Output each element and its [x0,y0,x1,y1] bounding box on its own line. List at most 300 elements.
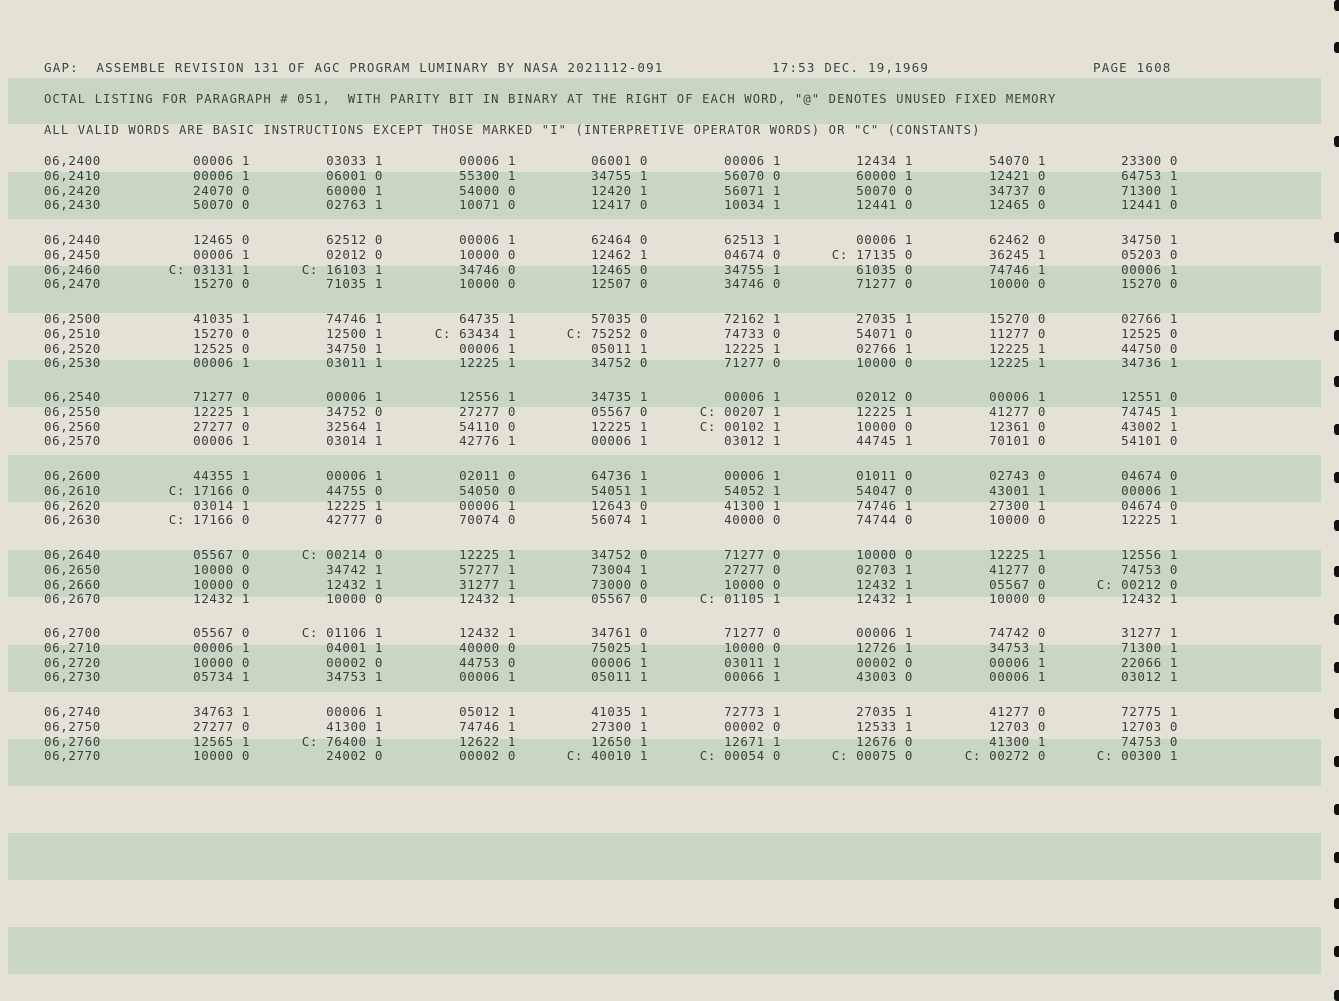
octal-word-cell: 12465 0 [591,261,648,277]
octal-word-cell: 12432 1 [856,576,913,592]
octal-word-cell: 44745 1 [856,433,913,449]
octal-word-cell: 27300 1 [989,497,1046,513]
octal-word-cell: 05203 0 [1121,246,1178,262]
octal-word-cell: 10000 0 [193,576,250,592]
address-cell: 06,2420 [44,182,101,198]
sprocket-hole [1334,330,1339,341]
listing-row [0,670,1339,685]
octal-word-cell: 24070 0 [193,182,250,198]
octal-word-cell: 54050 0 [459,482,516,498]
octal-word-cell: 00006 1 [591,654,648,670]
listing-row [0,592,1339,607]
octal-word-cell: 43002 1 [1121,418,1178,434]
octal-word-cell: 34746 0 [724,276,781,292]
address-cell: 06,2560 [44,418,101,434]
octal-word-cell: 22066 1 [1121,654,1178,670]
octal-word-cell: 12225 1 [989,547,1046,562]
listing-row [0,434,1339,449]
octal-word-cell: 12556 1 [1121,547,1178,562]
octal-word-cell: C: 00102 1 [699,418,781,434]
octal-word-cell: 64736 1 [591,468,648,483]
octal-word-cell: 27035 1 [856,704,913,719]
octal-word-cell: 02743 0 [989,468,1046,483]
octal-word-cell: 62512 0 [326,232,383,247]
octal-word-cell: 12500 1 [326,325,383,341]
address-cell: 06,2670 [44,591,101,607]
octal-word-cell: 12225 1 [459,547,516,562]
sprocket-hole [1334,0,1339,11]
octal-word-cell: C: 17135 0 [831,246,913,262]
octal-word-cell: 12525 0 [1121,325,1178,341]
octal-word-cell: 12432 1 [459,591,516,607]
octal-word-cell: 05567 0 [193,625,250,640]
octal-word-cell: 34761 0 [591,625,648,640]
octal-word-cell: 12432 1 [1121,591,1178,607]
octal-word-cell: 05567 0 [989,576,1046,592]
octal-word-cell: 60000 1 [326,182,383,198]
octal-word-cell: C: 00272 0 [964,748,1046,764]
octal-word-cell: 71277 0 [724,625,781,640]
octal-word-cell: 10000 0 [459,246,516,262]
octal-word-cell: 75025 1 [591,639,648,655]
octal-word-cell: 54070 1 [989,153,1046,168]
octal-word-cell: 12726 1 [856,639,913,655]
octal-word-cell: 10000 0 [724,576,781,592]
octal-word-cell: 00006 1 [326,468,383,483]
octal-word-cell: 73004 1 [591,561,648,577]
octal-word-cell: 12225 1 [459,355,516,371]
octal-word-cell: 60000 1 [856,167,913,183]
octal-word-cell: 61035 0 [856,261,913,277]
octal-word-cell: 00006 1 [193,355,250,371]
octal-word-cell: 54101 0 [1121,433,1178,449]
octal-word-cell: C: 00054 0 [699,748,781,764]
listing-row [0,548,1339,563]
octal-word-cell: 04674 0 [1121,468,1178,483]
listing-group [0,154,1339,213]
octal-word-cell: 05011 1 [591,340,648,356]
octal-word-cell: 15270 0 [193,276,250,292]
octal-word-cell: 57277 1 [459,561,516,577]
address-cell: 06,2400 [44,153,101,168]
octal-word-cell: 00006 1 [459,497,516,513]
listing-group [0,469,1339,528]
octal-word-cell: 12434 1 [856,153,913,168]
octal-word-cell: 27277 0 [459,403,516,419]
octal-word-cell: 34752 0 [326,403,383,419]
octal-word-cell: 00006 1 [989,389,1046,404]
octal-word-cell: 03011 1 [326,355,383,371]
address-cell: 06,2620 [44,497,101,513]
octal-word-cell: 00006 1 [856,625,913,640]
octal-word-cell: 12432 1 [856,591,913,607]
octal-word-cell: C: 76400 1 [301,733,383,749]
octal-word-cell: 32564 1 [326,418,383,434]
sprocket-hole [1334,472,1339,483]
listing-row [0,469,1339,484]
octal-word-cell: 70101 0 [989,433,1046,449]
address-cell: 06,2710 [44,639,101,655]
octal-word-cell: 27277 0 [193,718,250,734]
octal-word-cell: 50070 0 [856,182,913,198]
octal-word-cell: 74753 0 [1121,733,1178,749]
octal-word-cell: 00002 0 [459,748,516,764]
octal-word-cell: 04674 0 [724,246,781,262]
octal-word-cell: 12225 1 [326,497,383,513]
sprocket-hole [1334,232,1339,243]
listing-group [0,390,1339,449]
sprocket-hole [1334,376,1339,387]
sprocket-hole [1334,852,1339,863]
validity-note: ALL VALID WORDS ARE BASIC INSTRUCTIONS EXCEPT THOSE MARKED "I" (INTERPRETIVE OPERATOR WORDS) OR "C" (CONSTANTS) [44,123,981,137]
octal-word-cell: 72775 1 [1121,704,1178,719]
octal-word-cell: 00006 1 [193,153,250,168]
octal-word-cell: 12225 1 [724,340,781,356]
octal-word-cell: 03012 1 [1121,669,1178,685]
octal-word-cell: 34752 0 [591,355,648,371]
address-cell: 06,2530 [44,355,101,371]
listing-row [0,356,1339,371]
octal-word-cell: 00006 1 [193,167,250,183]
octal-word-cell: 02766 1 [856,340,913,356]
octal-word-cell: 56074 1 [591,512,648,528]
octal-word-cell: 10034 1 [724,197,781,213]
octal-word-cell: 24002 0 [326,748,383,764]
octal-word-cell: 06001 0 [326,167,383,183]
octal-word-cell: 41300 1 [326,718,383,734]
octal-word-cell: 12361 0 [989,418,1046,434]
octal-word-cell: 00002 0 [856,654,913,670]
octal-word-cell: 41035 1 [591,704,648,719]
octal-word-cell: 74744 0 [856,512,913,528]
octal-word-cell: 03011 1 [724,654,781,670]
sprocket-hole [1334,804,1339,815]
address-cell: 06,2740 [44,704,101,719]
octal-word-cell: 74746 1 [459,718,516,734]
octal-word-cell: 12533 1 [856,718,913,734]
octal-word-cell: 15270 0 [193,325,250,341]
octal-word-cell: 12441 0 [856,197,913,213]
octal-word-cell: 10000 0 [989,591,1046,607]
octal-word-cell: 12465 0 [193,232,250,247]
octal-word-cell: 41035 1 [193,311,250,326]
address-cell: 06,2460 [44,261,101,277]
octal-word-cell: 34735 1 [591,389,648,404]
octal-word-cell: 12432 1 [326,576,383,592]
sprocket-hole [1334,566,1339,577]
address-cell: 06,2750 [44,718,101,734]
octal-word-cell: 00006 1 [459,340,516,356]
octal-word-cell: 71277 0 [724,547,781,562]
octal-word-cell: 71035 1 [326,276,383,292]
octal-word-cell: 12420 1 [591,182,648,198]
octal-word-cell: 34750 1 [1121,232,1178,247]
octal-word-cell: 34755 1 [591,167,648,183]
listing-description: OCTAL LISTING FOR PARAGRAPH # 051, WITH PARITY BIT IN BINARY AT THE RIGHT OF EACH WORD, "@" DENOTES UNUSED FIXED MEMORY [44,92,1057,106]
octal-word-cell: 00006 1 [1121,261,1178,277]
octal-word-cell: 27035 1 [856,311,913,326]
octal-word-cell: 72773 1 [724,704,781,719]
octal-word-cell: 12703 0 [989,718,1046,734]
listing-row [0,420,1339,435]
octal-word-cell: 40000 0 [724,512,781,528]
octal-word-cell: 00006 1 [989,669,1046,685]
octal-word-cell: 03014 1 [193,497,250,513]
octal-word-cell: 02012 0 [326,246,383,262]
octal-word-cell: 34750 1 [326,340,383,356]
octal-word-cell: 36245 1 [989,246,1046,262]
octal-word-cell: C: 01106 1 [301,625,383,640]
listing-group [0,548,1339,607]
octal-word-cell: 44750 0 [1121,340,1178,356]
listing-group [0,705,1339,764]
listing-row [0,563,1339,578]
listing-group [0,233,1339,292]
octal-word-cell: 34736 1 [1121,355,1178,371]
octal-word-cell: 34763 1 [193,704,250,719]
octal-word-cell: 12465 0 [989,197,1046,213]
octal-word-cell: 10000 0 [989,276,1046,292]
octal-word-cell: 01011 0 [856,468,913,483]
address-cell: 06,2700 [44,625,101,640]
octal-word-cell: C: 01105 1 [699,591,781,607]
octal-word-cell: 74742 0 [989,625,1046,640]
octal-word-cell: 23300 0 [1121,153,1178,168]
octal-word-cell: C: 17166 0 [168,482,250,498]
octal-word-cell: 15270 0 [989,311,1046,326]
octal-word-cell: 10000 0 [193,561,250,577]
octal-word-cell: 12650 1 [591,733,648,749]
listing-group [0,312,1339,371]
octal-word-cell: 10000 0 [856,355,913,371]
octal-word-cell: 43003 0 [856,669,913,685]
octal-word-cell: 73000 0 [591,576,648,592]
listing-row [0,641,1339,656]
octal-word-cell: 00066 1 [724,669,781,685]
octal-word-cell: C: 00214 0 [301,547,383,562]
octal-word-cell: 05011 1 [591,669,648,685]
octal-word-cell: 03014 1 [326,433,383,449]
octal-word-cell: 10000 0 [193,748,250,764]
octal-word-cell: 05567 0 [591,403,648,419]
octal-word-cell: 54047 0 [856,482,913,498]
listing-row [0,720,1339,735]
octal-word-cell: 27300 1 [591,718,648,734]
listing-row [0,154,1339,169]
listing-row [0,342,1339,357]
octal-word-cell: 71300 1 [1121,182,1178,198]
page-number: PAGE 1608 [1093,60,1172,75]
address-cell: 06,2550 [44,403,101,419]
octal-word-cell: 00006 1 [1121,482,1178,498]
octal-word-cell: 74745 1 [1121,403,1178,419]
octal-word-cell: 00006 1 [326,704,383,719]
octal-word-cell: 12525 0 [193,340,250,356]
octal-word-cell: 71277 0 [193,389,250,404]
octal-word-cell: 10000 0 [326,591,383,607]
octal-word-cell: 12417 0 [591,197,648,213]
octal-word-cell: 54051 1 [591,482,648,498]
address-cell: 06,2650 [44,561,101,577]
octal-word-cell: 44755 0 [326,482,383,498]
listing-row [0,184,1339,199]
address-cell: 06,2720 [44,654,101,670]
listing-row [0,233,1339,248]
greenbar-band [8,833,1321,880]
sprocket-hole [1334,990,1339,1001]
listing-row [0,248,1339,263]
sprocket-hole [1334,756,1339,767]
listing-row [0,405,1339,420]
octal-word-cell: 50070 0 [193,197,250,213]
octal-word-cell: 44753 0 [459,654,516,670]
octal-word-cell: 34737 0 [989,182,1046,198]
octal-word-cell: 34746 0 [459,261,516,277]
octal-word-cell: 12225 1 [989,355,1046,371]
octal-word-cell: 00002 0 [724,718,781,734]
octal-word-cell: 11277 0 [989,325,1046,341]
octal-word-cell: 12462 1 [591,246,648,262]
octal-word-cell: 02703 1 [856,561,913,577]
address-cell: 06,2450 [44,246,101,262]
octal-word-cell: 00006 1 [989,654,1046,670]
octal-word-cell: 34752 0 [591,547,648,562]
octal-word-cell: 12225 1 [856,403,913,419]
octal-word-cell: C: 00300 1 [1096,748,1178,764]
octal-word-cell: 00006 1 [193,246,250,262]
octal-word-cell: 02763 1 [326,197,383,213]
sprocket-holes [1331,0,1339,1000]
octal-word-cell: 56071 1 [724,182,781,198]
octal-word-cell: 03033 1 [326,153,383,168]
octal-word-cell: 74753 0 [1121,561,1178,577]
octal-word-cell: 10000 0 [459,276,516,292]
octal-word-cell: 34742 1 [326,561,383,577]
octal-word-cell: 34755 1 [724,261,781,277]
octal-word-cell: 00006 1 [193,639,250,655]
octal-word-cell: 55300 1 [459,167,516,183]
octal-word-cell: 41277 0 [989,561,1046,577]
address-cell: 06,2510 [44,325,101,341]
sprocket-hole [1334,520,1339,531]
sprocket-hole [1334,898,1339,909]
octal-word-cell: 31277 1 [459,576,516,592]
octal-word-cell: 12441 0 [1121,197,1178,213]
address-cell: 06,2610 [44,482,101,498]
octal-word-cell: 12643 0 [591,497,648,513]
octal-word-cell: 27277 0 [193,418,250,434]
sprocket-hole [1334,136,1339,147]
octal-word-cell: 64735 1 [459,311,516,326]
octal-word-cell: 54071 0 [856,325,913,341]
address-cell: 06,2470 [44,276,101,292]
octal-word-cell: 71277 0 [724,355,781,371]
octal-word-cell: 12622 1 [459,733,516,749]
listing-row [0,499,1339,514]
sprocket-hole [1334,614,1339,625]
address-cell: 06,2770 [44,748,101,764]
address-cell: 06,2410 [44,167,101,183]
listing-row [0,198,1339,213]
octal-word-cell: C: 00212 0 [1096,576,1178,592]
octal-word-cell: 10000 0 [989,512,1046,528]
address-cell: 06,2760 [44,733,101,749]
octal-word-cell: C: 03131 1 [168,261,250,277]
octal-word-cell: 02766 1 [1121,311,1178,326]
octal-word-cell: 12507 0 [591,276,648,292]
octal-word-cell: 44355 1 [193,468,250,483]
sprocket-hole [1334,42,1339,53]
octal-word-cell: C: 17166 0 [168,512,250,528]
octal-word-cell: 00002 0 [326,654,383,670]
address-cell: 06,2540 [44,389,101,404]
octal-word-cell: 12565 1 [193,733,250,749]
octal-word-cell: 10000 0 [193,654,250,670]
octal-word-cell: 34753 1 [326,669,383,685]
octal-word-cell: 71277 0 [856,276,913,292]
octal-word-cell: 40000 0 [459,639,516,655]
sprocket-hole [1334,424,1339,435]
address-cell: 06,2520 [44,340,101,356]
octal-word-cell: C: 40010 1 [566,748,648,764]
listing-row [0,277,1339,292]
octal-word-cell: 00006 1 [326,389,383,404]
listing-row [0,626,1339,641]
octal-word-cell: 74746 1 [989,261,1046,277]
octal-word-cell: 57035 0 [591,311,648,326]
octal-word-cell: 62462 0 [989,232,1046,247]
octal-word-cell: 54000 0 [459,182,516,198]
octal-word-cell: 10000 0 [724,639,781,655]
address-cell: 06,2430 [44,197,101,213]
octal-word-cell: 42776 1 [459,433,516,449]
address-cell: 06,2600 [44,468,101,483]
octal-word-cell: 00006 1 [724,389,781,404]
octal-word-cell: 31277 1 [1121,625,1178,640]
octal-word-cell: 12556 1 [459,389,516,404]
listing-row [0,263,1339,278]
address-cell: 06,2500 [44,311,101,326]
header-timestamp: 17:53 DEC. 19,1969 [772,60,930,75]
listing-row [0,327,1339,342]
octal-word-cell: 02012 0 [856,389,913,404]
listing-group [0,626,1339,685]
octal-word-cell: 27277 0 [724,561,781,577]
octal-word-cell: 12225 1 [591,418,648,434]
listing-row [0,705,1339,720]
octal-word-cell: 00006 1 [591,433,648,449]
listing-row [0,169,1339,184]
octal-word-cell: 05012 1 [459,704,516,719]
address-cell: 06,2730 [44,669,101,685]
octal-word-cell: 12432 1 [193,591,250,607]
listing-row [0,749,1339,764]
address-cell: 06,2640 [44,547,101,562]
octal-word-cell: 04001 1 [326,639,383,655]
sprocket-hole [1334,946,1339,957]
octal-word-cell: 06001 0 [591,153,648,168]
octal-word-cell: 62464 0 [591,232,648,247]
octal-word-cell: C: 00207 1 [699,403,781,419]
octal-word-cell: 12225 1 [193,403,250,419]
octal-word-cell: 12432 1 [459,625,516,640]
octal-word-cell: 00006 1 [459,232,516,247]
octal-word-cell: 72162 1 [724,311,781,326]
octal-word-cell: 12421 0 [989,167,1046,183]
octal-word-cell: 12551 0 [1121,389,1178,404]
octal-word-cell: 41300 1 [724,497,781,513]
listing-row [0,513,1339,528]
